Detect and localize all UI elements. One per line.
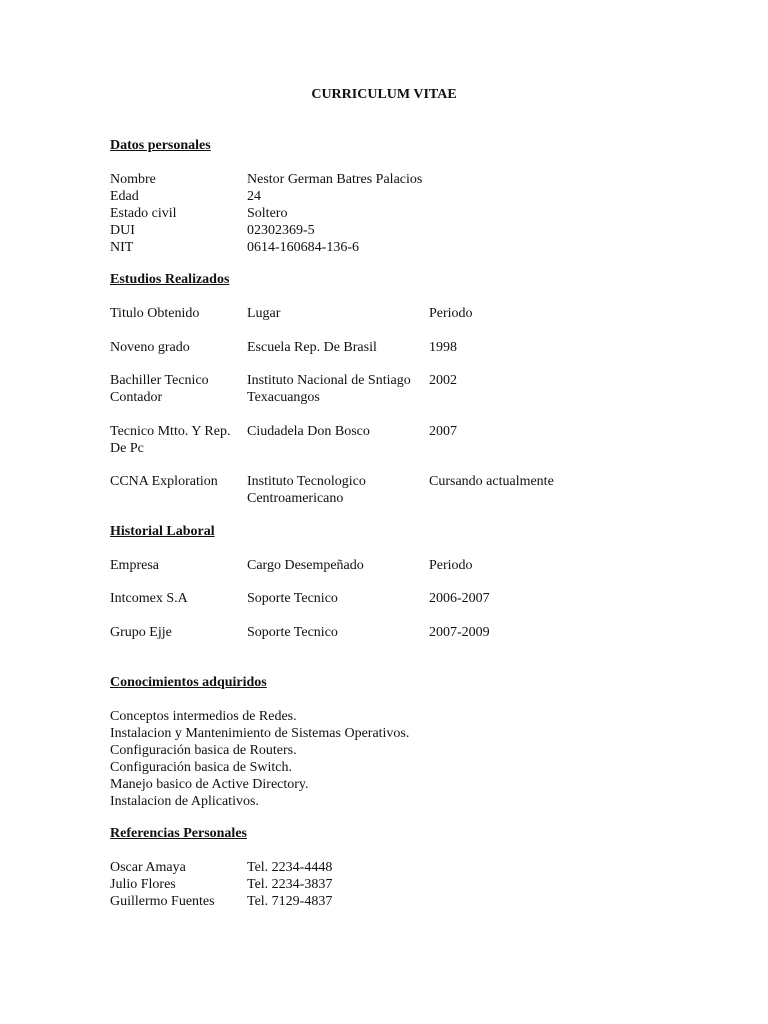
personal-data-list <box>110 171 610 256</box>
studies-place-cell: Instituto Tecnologico Centroamericano <box>247 474 366 506</box>
studies-title-cell: CCNA Exploration <box>110 474 218 489</box>
work-period-cell: 2007-2009 <box>429 625 490 640</box>
studies-header-row <box>110 305 670 322</box>
personal-value: 02302369-5 <box>247 223 315 238</box>
work-col-position: Cargo Desempeñado <box>247 558 364 573</box>
personal-value: Nestor German Batres Palacios <box>247 172 423 187</box>
work-position-cell: Soporte Tecnico <box>247 591 338 606</box>
reference-name: Julio Flores <box>110 877 176 892</box>
personal-label: DUI <box>110 223 135 238</box>
studies-period-cell: Cursando actualmente <box>429 474 554 489</box>
studies-col-period: Periodo <box>429 306 473 321</box>
personal-row <box>110 239 610 256</box>
reference-name: Guillermo Fuentes <box>110 894 215 909</box>
personal-value: Soltero <box>247 206 288 221</box>
personal-label: NIT <box>110 240 134 255</box>
section-heading-personal: Datos personales <box>110 138 211 153</box>
list-item: Configuración basica de Routers. <box>110 743 297 758</box>
personal-label: Edad <box>110 189 139 204</box>
personal-label: Estado civil <box>110 206 177 221</box>
work-row <box>110 590 670 607</box>
studies-title-cell: Bachiller Tecnico Contador <box>110 373 209 405</box>
reference-phone: Tel. 2234-3837 <box>247 877 333 892</box>
list-item: Instalacion de Aplicativos. <box>110 794 259 809</box>
studies-place-cell: Ciudadela Don Bosco <box>247 424 370 439</box>
personal-row <box>110 171 610 188</box>
reference-phone: Tel. 7129-4837 <box>247 894 333 909</box>
personal-row <box>110 188 610 205</box>
reference-row <box>110 876 510 893</box>
studies-col-title: Titulo Obtenido <box>110 306 200 321</box>
work-col-period: Periodo <box>429 558 473 573</box>
personal-label: Nombre <box>110 172 156 187</box>
work-header-row <box>110 557 670 574</box>
work-period-cell: 2006-2007 <box>429 591 490 606</box>
personal-row <box>110 222 610 239</box>
work-company-cell: Grupo Ejje <box>110 625 172 640</box>
list-item: Instalacion y Mantenimiento de Sistemas Operativos. <box>110 726 410 741</box>
reference-row <box>110 859 510 876</box>
section-heading-skills: Conocimientos adquiridos <box>110 675 267 690</box>
studies-period-cell: 2007 <box>429 424 457 439</box>
studies-row <box>110 372 670 406</box>
reference-phone: Tel. 2234-4448 <box>247 860 333 875</box>
personal-row <box>110 205 610 222</box>
list-item: Configuración basica de Switch. <box>110 760 292 775</box>
studies-period-cell: 2002 <box>429 373 457 388</box>
work-position-cell: Soporte Tecnico <box>247 625 338 640</box>
studies-place-cell: Escuela Rep. De Brasil <box>247 340 377 355</box>
section-heading-work: Historial Laboral <box>110 524 215 539</box>
list-item: Conceptos intermedios de Redes. <box>110 709 297 724</box>
section-heading-studies: Estudios Realizados <box>110 272 230 287</box>
studies-row <box>110 473 670 507</box>
studies-place-cell: Instituto Nacional de Sntiago Texacuangos <box>247 373 411 405</box>
studies-title-cell: Noveno grado <box>110 340 190 355</box>
list-item: Manejo basico de Active Directory. <box>110 777 309 792</box>
reference-row <box>110 893 510 910</box>
personal-value: 0614-160684-136-6 <box>247 240 359 255</box>
work-col-company: Empresa <box>110 558 159 573</box>
work-company-cell: Intcomex S.A <box>110 591 188 606</box>
studies-col-place: Lugar <box>247 306 281 321</box>
skills-list <box>110 708 610 810</box>
section-heading-references: Referencias Personales <box>110 826 247 841</box>
studies-period-cell: 1998 <box>429 340 457 355</box>
document-title: CURRICULUM VITAE <box>311 87 457 102</box>
studies-title-cell: Tecnico Mtto. Y Rep. De Pc <box>110 424 231 456</box>
personal-value: 24 <box>247 189 261 204</box>
references-list <box>110 859 510 910</box>
reference-name: Oscar Amaya <box>110 860 186 875</box>
studies-row <box>110 339 670 356</box>
work-row <box>110 624 670 641</box>
studies-row <box>110 423 670 457</box>
